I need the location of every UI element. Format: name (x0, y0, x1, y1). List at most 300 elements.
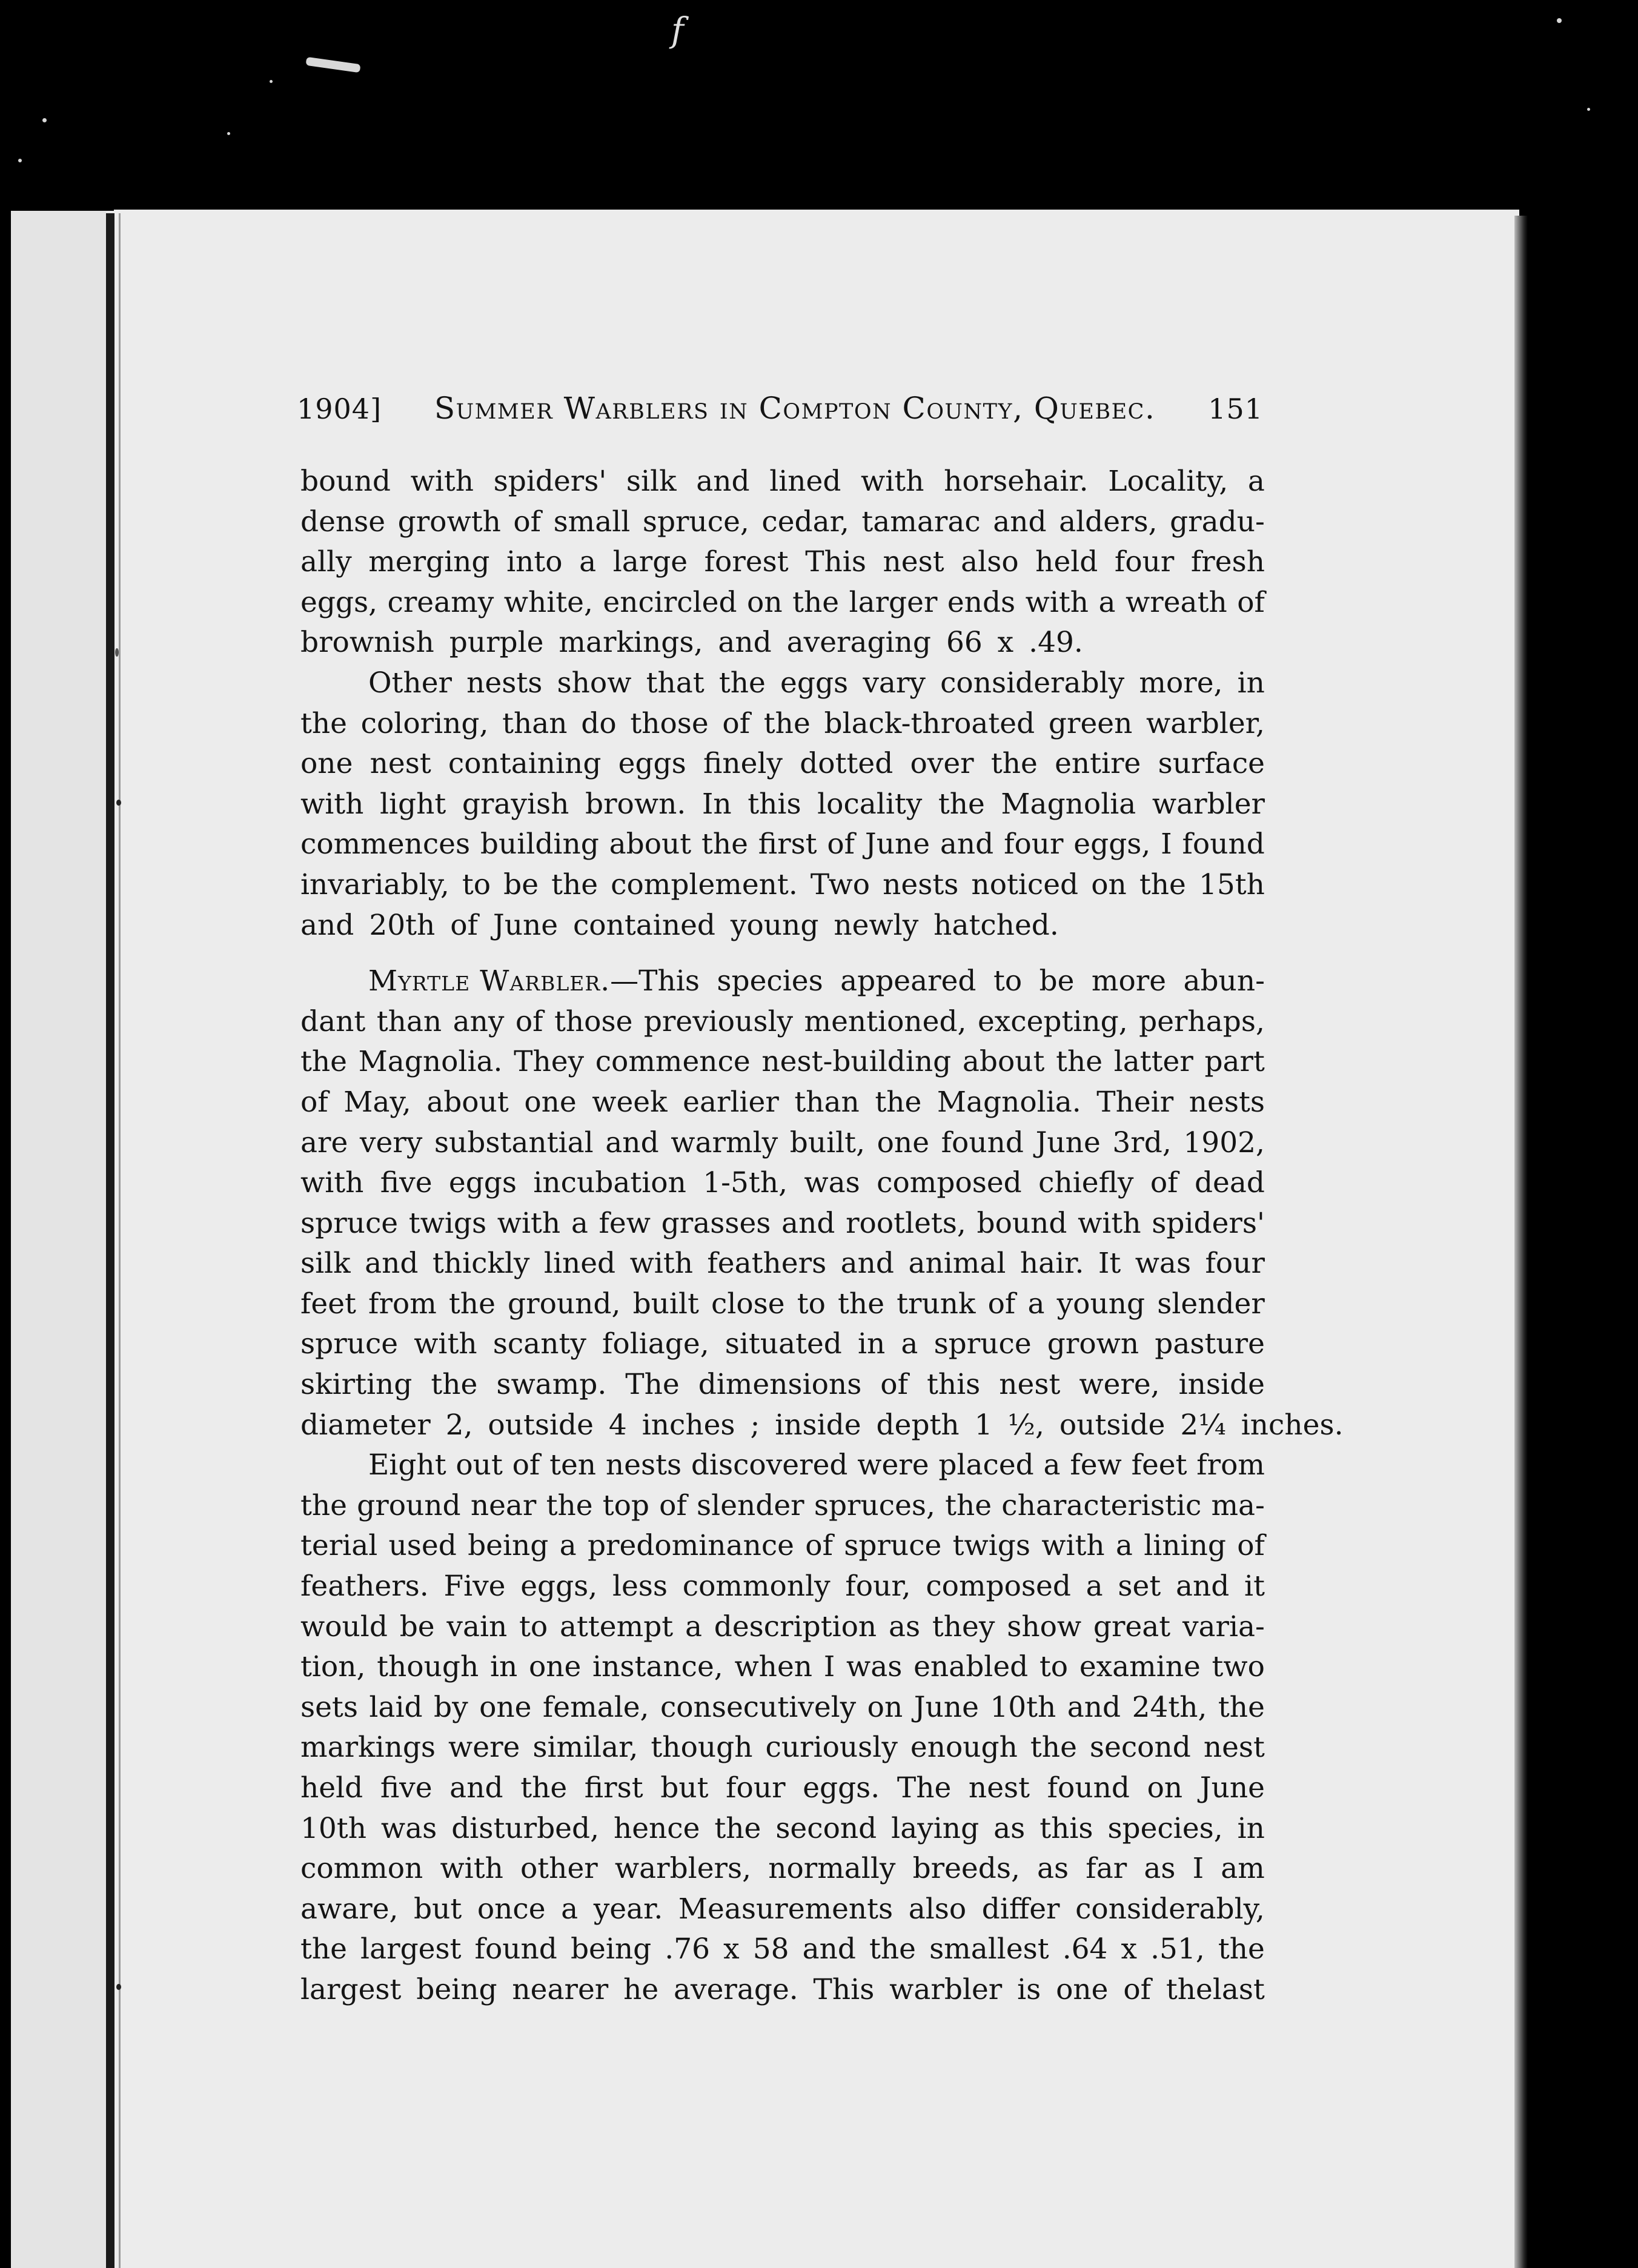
word: wreath (1126, 585, 1227, 619)
word: top (602, 1488, 649, 1522)
word: similar, (532, 1731, 638, 1765)
word: description (714, 1610, 877, 1643)
word: two (1212, 1650, 1265, 1684)
word: a (1247, 465, 1265, 498)
word: lining (1144, 1529, 1226, 1563)
word: feet (1131, 1448, 1187, 1482)
word: grown (1047, 1327, 1139, 1361)
left-margin-strip (11, 211, 106, 2268)
word: as (1037, 1852, 1069, 1886)
word: abun- (1183, 964, 1265, 998)
word: one (877, 1126, 930, 1159)
word: in (1237, 666, 1265, 700)
text-line (300, 1284, 1265, 1325)
word: young (1056, 1287, 1146, 1321)
word: sets (300, 1690, 358, 1724)
word: warbler, (1146, 706, 1265, 740)
word: was (380, 1811, 437, 1845)
word: first (584, 1771, 643, 1805)
word: green (1048, 706, 1133, 740)
word: Eight (368, 1448, 446, 1482)
word: varia- (1182, 1610, 1265, 1643)
word: nest (968, 1771, 1030, 1805)
word: as (888, 1610, 921, 1643)
word: it (1244, 1570, 1265, 1603)
word: of (1237, 585, 1265, 619)
word: the (938, 787, 985, 821)
word: warbler (1152, 787, 1265, 821)
word: I (1161, 827, 1172, 861)
word: the (1218, 1690, 1265, 1724)
word: and (449, 1771, 503, 1805)
word: Magnolia (1001, 787, 1136, 821)
word: fresh (1190, 545, 1265, 579)
dust-speck (42, 118, 47, 122)
running-header (297, 391, 1263, 439)
word: dimensions (698, 1368, 862, 1402)
word: .51, (1150, 1932, 1205, 1966)
word: than (794, 1085, 860, 1119)
word: The (625, 1368, 680, 1402)
word: spiders' (1152, 1206, 1265, 1240)
text-line (300, 906, 1265, 946)
word: May, (343, 1085, 411, 1119)
word: grayish (462, 787, 569, 821)
word: warbler (889, 1972, 1003, 2006)
word: It (1098, 1247, 1121, 1281)
word: 3rd, (1112, 1126, 1172, 1159)
word: building (480, 827, 599, 861)
word: They (514, 1045, 585, 1079)
word: common (300, 1852, 423, 1886)
word: tion, (300, 1650, 366, 1684)
text-line (300, 1768, 1265, 1809)
word: far (1086, 1852, 1127, 1886)
word: into (506, 545, 563, 579)
word: small (553, 505, 631, 539)
word: .64 (1062, 1932, 1108, 1966)
word: ends (947, 585, 1016, 619)
word: twigs (952, 1529, 1030, 1563)
word: slender (1157, 1287, 1265, 1321)
word: laid (369, 1690, 423, 1724)
text-line (300, 502, 1265, 543)
word: five (380, 1771, 433, 1805)
word: composed (926, 1570, 1071, 1603)
word: of (880, 1368, 908, 1402)
word: in (1237, 1811, 1265, 1845)
text-line (300, 1324, 1265, 1365)
word: grasses (661, 1206, 771, 1240)
word: a (1027, 1287, 1045, 1321)
word: and (940, 827, 994, 861)
word: from (368, 1287, 437, 1321)
word: composed (877, 1166, 1022, 1200)
word: and (993, 505, 1047, 539)
word: inside (1178, 1368, 1265, 1402)
word: twigs (408, 1206, 487, 1240)
word: spruce (844, 1529, 942, 1563)
word: tamarac (861, 505, 981, 539)
word: on (747, 585, 783, 619)
word: eggs, (300, 585, 378, 619)
header-title: Summer Warblers in Compton County, Quebec. (434, 391, 1156, 426)
word: are (300, 1126, 348, 1159)
word: though (651, 1731, 753, 1765)
word: hence (613, 1811, 700, 1845)
word: I (823, 1650, 835, 1684)
word: with (300, 1166, 364, 1200)
word: creamy (387, 585, 494, 619)
word: ma- (1211, 1488, 1265, 1522)
word: year. (593, 1892, 663, 1926)
word: the (300, 1045, 347, 1079)
word: 58 (752, 1932, 789, 1966)
species-heading: Myrtle Warbler.—This (368, 964, 700, 998)
word: cedar, (761, 505, 849, 539)
word: considerably, (1075, 1892, 1265, 1926)
word: lined (769, 465, 841, 498)
word: near (470, 1488, 537, 1522)
body-text (300, 462, 1344, 2011)
text-line (300, 1042, 1265, 1083)
word: with (497, 1206, 561, 1240)
word: x (1121, 1932, 1138, 1966)
word: predominance (587, 1529, 795, 1563)
word: swamp. (496, 1368, 607, 1402)
word: appeared (840, 964, 976, 998)
word: largest (360, 1932, 462, 1966)
word: larger (849, 585, 938, 619)
word: nest (999, 1368, 1061, 1402)
word: examine (1079, 1650, 1201, 1684)
word: nests (883, 867, 959, 901)
word: surface (1158, 747, 1265, 781)
line-text: and 20th of June contained young newly hatched. (300, 908, 1059, 942)
word: growth (397, 505, 501, 539)
word: would (300, 1610, 388, 1643)
word: were (448, 1731, 520, 1765)
word: as (1144, 1852, 1176, 1886)
word: and (802, 1932, 856, 1966)
dust-speck (305, 57, 360, 73)
word: this (926, 1368, 981, 1402)
text-line (300, 1244, 1265, 1284)
dust-speck (1557, 18, 1562, 23)
word: week (592, 1085, 668, 1119)
word: considerably (940, 666, 1125, 700)
word: set (1118, 1570, 1161, 1603)
word: that (646, 666, 705, 700)
word: horsehair. (944, 465, 1089, 498)
word: the (1139, 867, 1186, 901)
word: the (431, 1368, 478, 1402)
word: average. (674, 1972, 798, 2006)
text-line (300, 1445, 1265, 1486)
word: being (570, 1932, 652, 1966)
word: few (1070, 1448, 1122, 1482)
text-line (300, 1849, 1265, 1889)
word: Locality, (1108, 465, 1228, 498)
word: invariably, (300, 867, 449, 901)
word: species (717, 964, 823, 998)
word: being (468, 1529, 549, 1563)
word: am (1221, 1852, 1265, 1886)
text-line (300, 1083, 1265, 1123)
word: held (1035, 545, 1098, 579)
word: .76 (665, 1932, 711, 1966)
word: vain (446, 1610, 508, 1643)
word: species, (1107, 1811, 1223, 1845)
word: trunk (897, 1287, 976, 1321)
word: of (512, 1448, 540, 1482)
word: five (380, 1166, 433, 1200)
word: the (701, 827, 748, 861)
word: and (1175, 1570, 1230, 1603)
word: the (1030, 1731, 1077, 1765)
text-line (300, 784, 1265, 825)
word: consecutively (660, 1690, 857, 1724)
word: the (869, 1932, 916, 1966)
word: the (945, 1488, 992, 1522)
word: spiders' (493, 465, 607, 498)
word: one (524, 1085, 577, 1119)
word: gradu- (1170, 505, 1265, 539)
word: four (1205, 1247, 1265, 1281)
text-line (300, 1728, 1265, 1768)
word: any (453, 1004, 505, 1038)
word: about (426, 1085, 509, 1119)
word: containing (448, 747, 602, 781)
word: the (792, 585, 840, 619)
text-line (300, 744, 1265, 784)
page-number: 151 (1208, 393, 1263, 425)
dust-speck (270, 80, 273, 83)
word: x (723, 1932, 740, 1966)
word: eggs (780, 666, 849, 700)
word: on (1147, 1771, 1183, 1805)
word: more (1091, 964, 1167, 998)
word: being (416, 1972, 497, 2006)
word: ally (300, 545, 352, 579)
word: Measurements (678, 1892, 894, 1926)
binding-edge-highlight (119, 213, 121, 2268)
text-line (300, 1486, 1265, 1527)
word: second (775, 1811, 877, 1845)
word: than (502, 706, 568, 740)
text-line (300, 704, 1265, 744)
word: with (861, 465, 924, 498)
word: mentioned, (804, 1004, 967, 1038)
word: a (1098, 585, 1116, 619)
word: nest (883, 545, 944, 579)
word: white, (503, 585, 593, 619)
word: is (1017, 1972, 1041, 2006)
text-line (300, 1929, 1265, 1970)
word: largest (300, 1972, 402, 2006)
word: though (377, 1650, 479, 1684)
word: few (598, 1206, 651, 1240)
word: also (908, 1892, 967, 1926)
word: foliage, (602, 1327, 709, 1361)
word: of (659, 1488, 687, 1522)
word: out (456, 1448, 503, 1482)
word: perhaps, (1139, 1004, 1265, 1038)
word: one (528, 1650, 582, 1684)
word: spruces, (814, 1488, 935, 1522)
word: were, (1079, 1368, 1160, 1402)
text-line (300, 1123, 1265, 1164)
word: by (434, 1690, 468, 1724)
word: of (1123, 1972, 1152, 2006)
word: dead (1194, 1166, 1265, 1200)
word: locality (817, 787, 923, 821)
text-line (300, 1567, 1265, 1607)
word: once (477, 1892, 546, 1926)
text-line (300, 1688, 1265, 1728)
word: great (1093, 1610, 1171, 1643)
word: pasture (1155, 1327, 1265, 1361)
word: four (726, 1771, 786, 1805)
word: a (579, 545, 597, 579)
word: and (605, 1126, 659, 1159)
dust-speck (18, 159, 22, 162)
word: he (623, 1972, 659, 2006)
word: do (581, 706, 617, 740)
word: when (734, 1650, 813, 1684)
text-line (300, 1970, 1265, 2011)
word: to (519, 1610, 548, 1643)
word: ten (549, 1448, 597, 1482)
word: a (571, 1206, 588, 1240)
margin-mark (115, 648, 119, 657)
text-line (300, 1889, 1265, 1930)
word: very (359, 1126, 423, 1159)
word: found (941, 1126, 1024, 1159)
text-line (300, 663, 1265, 704)
word: female, (542, 1690, 649, 1724)
text-line (300, 1365, 1265, 1405)
word: with (410, 465, 474, 498)
word: the (718, 666, 766, 700)
word: spruce (300, 1206, 399, 1240)
word: other (520, 1852, 598, 1886)
word: those (554, 1004, 633, 1038)
text-line (300, 542, 1265, 583)
text-line (300, 623, 1265, 663)
word: a (901, 1327, 918, 1361)
word: one (479, 1690, 532, 1724)
word: hair. (1020, 1247, 1084, 1281)
word: commences (300, 827, 471, 861)
word: Other (368, 666, 452, 700)
word: silk (626, 465, 677, 498)
word: This (805, 545, 866, 579)
word: and (365, 1247, 419, 1281)
word: entire (1055, 747, 1141, 781)
word: was (804, 1166, 860, 1200)
word: show (557, 666, 632, 700)
dust-speck (227, 132, 230, 135)
word: the (990, 747, 1038, 781)
word: skirting (300, 1368, 413, 1402)
word: on (1091, 867, 1127, 901)
word: situated (724, 1327, 842, 1361)
word: alders, (1059, 505, 1158, 539)
word: commonly (682, 1570, 831, 1603)
word: placed (938, 1448, 1034, 1482)
word: nests (1189, 1085, 1265, 1119)
text-line (300, 1002, 1265, 1043)
word: complement. (611, 867, 798, 901)
word: incubation (533, 1166, 686, 1200)
word: with (414, 1327, 477, 1361)
word: eggs. (803, 1771, 880, 1805)
word: to (462, 867, 491, 901)
word: characteristic (1001, 1488, 1202, 1522)
word: this (1040, 1811, 1093, 1845)
word: the (1056, 1045, 1103, 1079)
text-line (300, 824, 1265, 865)
word: of (300, 1085, 328, 1119)
word: to (797, 1287, 826, 1321)
word: first (758, 827, 817, 861)
word: disturbed, (451, 1811, 600, 1845)
word: the (448, 1287, 496, 1321)
word: nest-building (761, 1045, 952, 1079)
word: markings (300, 1731, 436, 1765)
word: close (711, 1287, 785, 1321)
word: breeds, (912, 1852, 1020, 1886)
word: nearer (512, 1972, 609, 2006)
word: silk (300, 1247, 351, 1281)
word: they (932, 1610, 995, 1643)
word: 15th (1198, 867, 1265, 901)
word: thickly (432, 1247, 530, 1281)
header-year: 1904] (297, 393, 382, 425)
word: vary (863, 666, 926, 700)
word: dotted (800, 747, 894, 781)
word: but (660, 1771, 709, 1805)
word: chiefly (1038, 1166, 1134, 1200)
word: found (1047, 1771, 1130, 1805)
word: light (379, 787, 446, 821)
word: slender (697, 1488, 804, 1522)
word: more, (1139, 666, 1223, 700)
text-line (300, 865, 1265, 906)
word: of (987, 1287, 1016, 1321)
word: found (1182, 827, 1265, 861)
word: feathers. (300, 1570, 429, 1603)
word: those (630, 706, 709, 740)
word: eggs (448, 1166, 517, 1200)
word: spruce, (642, 505, 749, 539)
word: were (857, 1448, 929, 1482)
word: enabled (913, 1650, 1029, 1684)
page-edge-shadow (1514, 216, 1528, 2268)
word: built (632, 1287, 699, 1321)
word: and (696, 465, 750, 498)
word: coloring, (360, 706, 489, 740)
word: of (722, 706, 751, 740)
word: from (1196, 1448, 1265, 1482)
word: discovered (691, 1448, 848, 1482)
line-text: brownish purple markings, and averaging 66 x .49. (300, 626, 1083, 660)
word: scanty (492, 1327, 586, 1361)
word: previously (643, 1004, 794, 1038)
word: nest (370, 747, 431, 781)
word: was (1135, 1247, 1192, 1281)
